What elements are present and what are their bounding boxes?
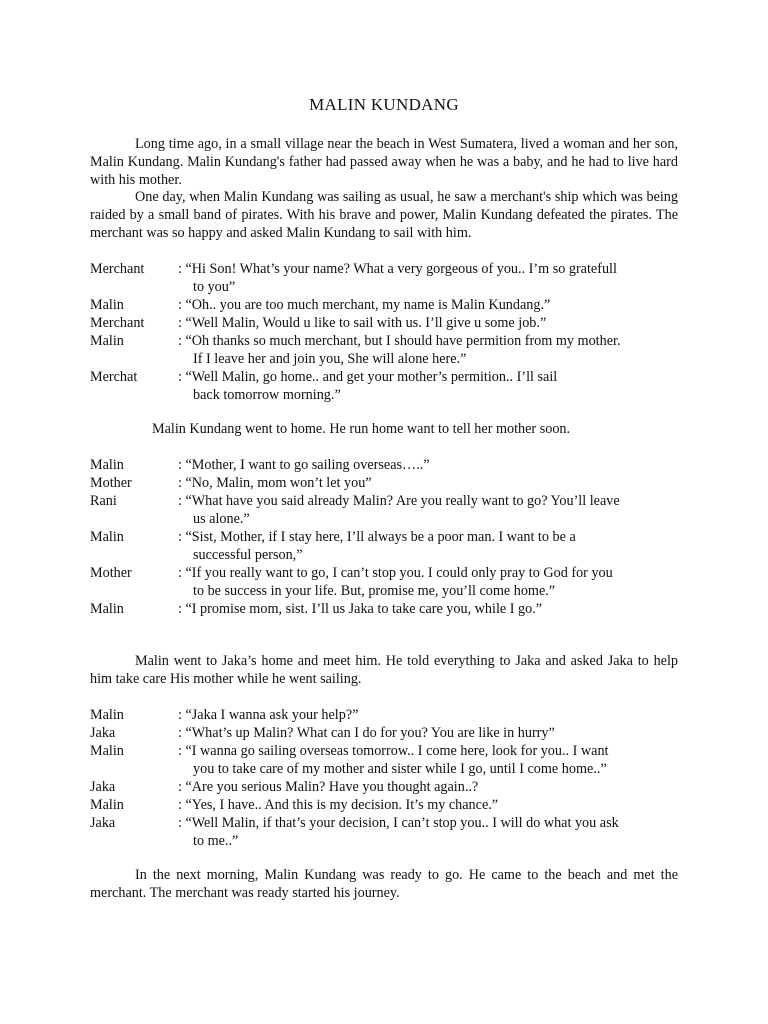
dialog-entry	[90, 814, 690, 850]
dialog-line: : “Oh thanks so much merchant, but I should have permition from my mother.	[178, 333, 621, 349]
speaker: Jaka	[90, 779, 116, 795]
speaker: Malin	[90, 601, 124, 617]
dialog-line: : “If you really want to go, I can’t stop you. I could only pray to God for you	[178, 565, 613, 581]
dialog-line: : “Well Malin, Would u like to sail with us. I’ll give u some job.”	[178, 315, 547, 331]
dialog-entry	[90, 474, 690, 492]
dialog-merchant	[90, 260, 690, 404]
dialog-line: : “Sist, Mother, if I stay here, I’ll always be a poor man. I want to be a	[178, 529, 576, 545]
dialog-entry	[90, 724, 690, 742]
dialog-line-continued: us alone.”	[193, 511, 250, 527]
dialog-entry	[90, 564, 690, 600]
dialog-entry	[90, 528, 690, 564]
narration-3: In the next morning, Malin Kundang was ready to go. He came to the beach and met the merchant. The merchant was ready started his journey.	[90, 867, 678, 901]
speaker: Rani	[90, 493, 117, 509]
dialog-line-continued: to you”	[193, 279, 236, 295]
dialog-entry	[90, 778, 690, 796]
intro-paragraph-2: One day, when Malin Kundang was sailing as usual, he saw a merchant's ship which was being raided by a small band of pirates. With his brave and power, Malin Kundang defeated the pirates. The merchant was so happy and asked Malin Kundang to sail with him.	[90, 189, 678, 241]
dialog-line: : “What’s up Malin? What can I do for you? You are like in hurry”	[178, 725, 555, 741]
speaker: Malin	[90, 707, 124, 723]
dialog-entry	[90, 314, 690, 332]
dialog-entry	[90, 796, 690, 814]
dialog-line: : “Well Malin, if that’s your decision, I can’t stop you.. I will do what you ask	[178, 815, 619, 831]
dialog-line: : “Well Malin, go home.. and get your mother’s permition.. I’ll sail	[178, 369, 558, 385]
dialog-line: : “I wanna go sailing overseas tomorrow.. I come here, look for you.. I want	[178, 743, 609, 759]
dialog-family	[90, 456, 690, 618]
page-title: MALIN KUNDANG	[309, 95, 459, 114]
speaker: Malin	[90, 333, 124, 349]
speaker: Merchat	[90, 369, 138, 385]
dialog-line: : “Oh.. you are too much merchant, my name is Malin Kundang.”	[178, 297, 551, 313]
dialog-line: : “Mother, I want to go sailing overseas…..”	[178, 457, 430, 473]
speaker: Jaka	[90, 725, 116, 741]
speaker: Mother	[90, 565, 132, 581]
dialog-line-continued: to me..”	[193, 833, 239, 849]
dialog-line: : “Yes, I have.. And this is my decision. It’s my chance.”	[178, 797, 499, 813]
dialog-entry	[90, 296, 690, 314]
speaker: Malin	[90, 529, 124, 545]
dialog-entry	[90, 492, 690, 528]
dialog-line-continued: back tomorrow morning.”	[193, 387, 341, 403]
dialog-line: : “I promise mom, sist. I’ll us Jaka to take care you, while I go.”	[178, 601, 543, 617]
dialog-line-continued: to be success in your life. But, promise me, you’ll come home.”	[193, 583, 556, 599]
dialog-line: : “Jaka I wanna ask your help?”	[178, 707, 359, 723]
narration-2: Malin went to Jaka’s home and meet him. He told everything to Jaka and asked Jaka to help him take care His mother while he went sailing.	[90, 653, 678, 687]
speaker: Malin	[90, 457, 124, 473]
dialog-entry	[90, 260, 690, 296]
dialog-line-continued: you to take care of my mother and sister while I go, until I come home..”	[193, 761, 607, 777]
dialog-line-continued: If I leave her and join you, She will alone here.”	[193, 351, 467, 367]
speaker: Merchant	[90, 315, 145, 331]
speaker: Malin	[90, 797, 124, 813]
dialog-entry	[90, 368, 690, 404]
dialog-entry	[90, 742, 690, 778]
dialog-entry	[90, 456, 690, 474]
narration-1: Malin Kundang went to home. He run home want to tell her mother soon.	[152, 421, 571, 437]
speaker: Malin	[90, 743, 124, 759]
dialog-line-continued: successful person,”	[193, 547, 303, 563]
dialog-line: : “No, Malin, mom won’t let you”	[178, 475, 372, 491]
speaker: Jaka	[90, 815, 116, 831]
speaker: Merchant	[90, 261, 145, 277]
intro-paragraph-1: Long time ago, in a small village near the beach in West Sumatera, lived a woman and her son, Malin Kundang. Malin Kundang's father had passed away when he was a baby, and he had to live hard with his mother.	[90, 136, 678, 188]
dialog-entry	[90, 706, 690, 724]
speaker: Malin	[90, 297, 124, 313]
dialog-jaka	[90, 706, 690, 850]
dialog-entry	[90, 600, 690, 618]
dialog-entry	[90, 332, 690, 368]
dialog-line: : “Are you serious Malin? Have you thought again..?	[178, 779, 479, 795]
dialog-line: : “Hi Son! What’s your name? What a very gorgeous of you.. I’m so gratefull	[178, 261, 617, 277]
dialog-line: : “What have you said already Malin? Are you really want to go? You’ll leave	[178, 493, 620, 509]
speaker: Mother	[90, 475, 132, 491]
